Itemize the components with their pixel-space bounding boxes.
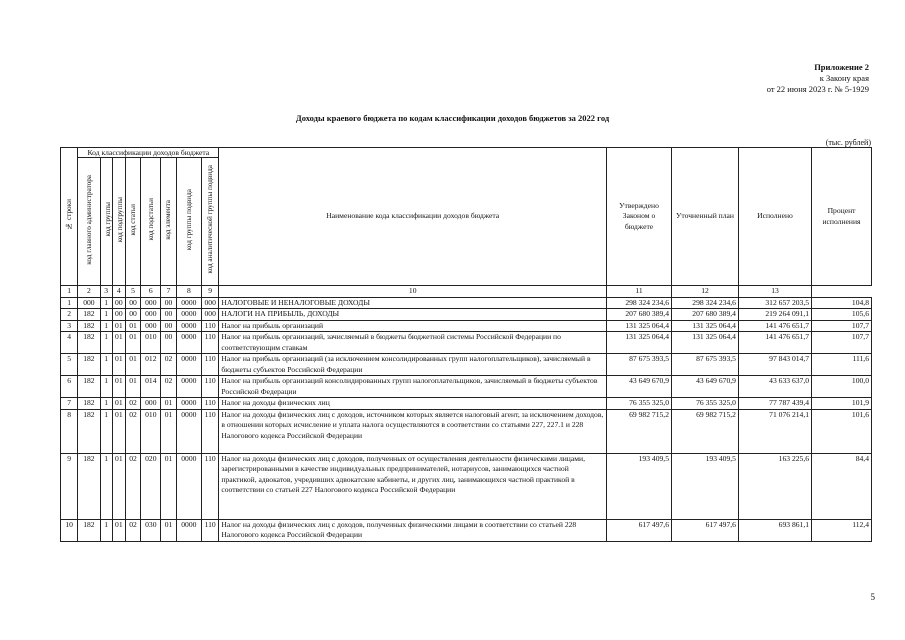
subtype-group-code-cell: 0000 — [176, 409, 201, 453]
admin-code-cell: 182 — [78, 309, 100, 321]
refined-cell: 131 325 064,4 — [672, 320, 739, 332]
article-code-cell: 01 — [125, 376, 140, 398]
executed-cell: 141 476 651,7 — [738, 332, 811, 354]
group-code-cell: 1 — [100, 453, 112, 519]
table-row — [61, 332, 872, 354]
units-label: (тыс. рублей) — [825, 138, 871, 147]
article-code-cell: 01 — [125, 332, 140, 354]
article-code-cell: 01 — [125, 320, 140, 332]
executed-cell: 219 264 091,1 — [738, 309, 811, 321]
page-title: Доходы краевого бюджета по кодам классификации доходов бюджетов за 2022 год — [295, 113, 610, 123]
subgroup-code-cell: 01 — [112, 453, 125, 519]
name-cell: Налог на доходы физических лиц — [219, 398, 607, 410]
subarticle-code-cell: 010 — [141, 332, 161, 354]
name-cell: Налог на прибыль организаций консолидированных групп налогоплательщиков, зачисляемый в бюджеты субъектов Российской Федерации — [219, 376, 607, 398]
subgroup-code-cell: 01 — [112, 376, 125, 398]
group-code-cell: 1 — [100, 297, 112, 309]
refined-cell: 87 675 393,5 — [672, 354, 739, 376]
page-number: 5 — [870, 592, 875, 602]
subgroup-code-cell: 01 — [112, 320, 125, 332]
column-number-row — [61, 286, 872, 298]
name-cell: Налог на доходы физических лиц с доходов, полученных от осуществления деятельности физическими лицами, зарегистрированными в качестве индивидуальных предпринимателей, нотариусов, занимающихся частной практикой, адвокатов, учредивших адвокатские кабинеты, и других лиц, занимающихся частной практикой в соответствии со статьей 227 Налогового кодекса Российской Федерации — [219, 453, 607, 519]
subarticle-code-cell: 020 — [141, 453, 161, 519]
col-number: 5 — [125, 286, 140, 298]
table-row — [61, 453, 872, 519]
approved-cell: 617 497,6 — [607, 519, 672, 541]
element-code-cell: 01 — [161, 409, 176, 453]
col-subarticle: код подстатьи — [141, 158, 161, 286]
revenue-table — [60, 147, 872, 542]
subarticle-code-cell: 014 — [141, 376, 161, 398]
row-number-cell: 1 — [61, 297, 78, 309]
col-percent: Процент исполнения — [812, 148, 872, 286]
article-code-cell: 02 — [125, 453, 140, 519]
element-code-cell: 01 — [161, 398, 176, 410]
admin-code-cell: 182 — [78, 320, 100, 332]
admin-code-cell: 182 — [78, 354, 100, 376]
executed-cell: 77 787 439,4 — [738, 398, 811, 410]
appendix-label: Приложение 2 — [814, 62, 869, 72]
group-code-cell: 1 — [100, 376, 112, 398]
subarticle-code-cell: 000 — [141, 320, 161, 332]
name-cell: Налог на доходы физических лиц с доходов, источником которых является налоговый агент, за исключением доходов, в отношении которых исчисление и уплата налога осуществляются в соответствии со статьями 227, 227.1 и 228 Налогового кодекса Российской Федерации — [219, 409, 607, 453]
col-row-no: № строки — [61, 148, 78, 286]
col-number: 1 — [61, 286, 78, 298]
col-approved: Утверждено Законом о бюджете — [607, 148, 672, 286]
col-article: код статьи — [125, 158, 140, 286]
col-number: 9 — [202, 286, 219, 298]
percent-cell: 104,8 — [812, 297, 872, 309]
refined-cell: 69 982 715,2 — [672, 409, 739, 453]
refined-cell: 617 497,6 — [672, 519, 739, 541]
col-number: 3 — [100, 286, 112, 298]
analytic-group-code-cell: 110 — [202, 453, 219, 519]
subtype-group-code-cell: 0000 — [176, 376, 201, 398]
percent-cell: 107,7 — [812, 320, 872, 332]
analytic-group-code-cell: 110 — [202, 320, 219, 332]
row-number-cell: 4 — [61, 332, 78, 354]
analytic-group-code-cell: 110 — [202, 354, 219, 376]
col-subgroup: код подгруппы — [112, 158, 125, 286]
admin-code-cell: 182 — [78, 376, 100, 398]
refined-cell: 43 649 670,9 — [672, 376, 739, 398]
col-number: 7 — [161, 286, 176, 298]
executed-cell: 163 225,6 — [738, 453, 811, 519]
executed-cell: 97 843 014,7 — [738, 354, 811, 376]
refined-cell: 207 680 389,4 — [672, 309, 739, 321]
name-cell: Налог на доходы физических лиц с доходов, полученных физическими лицами в соответствии со статьей 228 Налогового кодекса Российской Федерации — [219, 519, 607, 541]
subtype-group-code-cell: 0000 — [176, 519, 201, 541]
article-code-cell: 00 — [125, 309, 140, 321]
article-code-cell: 00 — [125, 297, 140, 309]
col-admin: код главного администратора — [78, 158, 100, 286]
analytic-group-code-cell: 000 — [202, 297, 219, 309]
subtype-group-code-cell: 0000 — [176, 398, 201, 410]
table-row — [61, 354, 872, 376]
table-row — [61, 297, 872, 309]
refined-cell: 193 409,5 — [672, 453, 739, 519]
percent-cell: 84,4 — [812, 453, 872, 519]
col-subtype-group: код группы подвида — [176, 158, 201, 286]
analytic-group-code-cell: 110 — [202, 519, 219, 541]
table-row — [61, 320, 872, 332]
analytic-group-code-cell: 110 — [202, 332, 219, 354]
percent-cell: 101,6 — [812, 409, 872, 453]
subgroup-code-cell: 01 — [112, 519, 125, 541]
law-date: от 22 июня 2023 г. № 5-1929 — [766, 84, 869, 94]
element-code-cell: 01 — [161, 453, 176, 519]
article-code-cell: 02 — [125, 398, 140, 410]
group-code-cell: 1 — [100, 332, 112, 354]
row-number-cell: 9 — [61, 453, 78, 519]
article-code-cell: 02 — [125, 519, 140, 541]
col-group: код группы — [100, 158, 112, 286]
subtype-group-code-cell: 0000 — [176, 309, 201, 321]
col-number: 8 — [176, 286, 201, 298]
group-code-cell: 1 — [100, 519, 112, 541]
name-cell: НАЛОГИ НА ПРИБЫЛЬ, ДОХОДЫ — [219, 309, 607, 321]
table-row — [61, 398, 872, 410]
admin-code-cell: 182 — [78, 398, 100, 410]
col-analytic-group: код аналитической группы подвида — [202, 158, 219, 286]
refined-cell: 76 355 325,0 — [672, 398, 739, 410]
approved-cell: 207 680 389,4 — [607, 309, 672, 321]
element-code-cell: 00 — [161, 332, 176, 354]
table-row — [61, 309, 872, 321]
row-number-cell: 10 — [61, 519, 78, 541]
admin-code-cell: 182 — [78, 453, 100, 519]
col-refined: Уточненный план — [672, 148, 739, 286]
approved-cell: 298 324 234,6 — [607, 297, 672, 309]
approved-cell: 87 675 393,5 — [607, 354, 672, 376]
name-cell: Налог на прибыль организаций, зачисляемый в бюджеты бюджетной системы Российской Федерации по соответствующим ставкам — [219, 332, 607, 354]
subtype-group-code-cell: 0000 — [176, 453, 201, 519]
table-row — [61, 409, 872, 453]
col-number: 13 — [738, 286, 811, 298]
subgroup-code-cell: 00 — [112, 309, 125, 321]
element-code-cell: 00 — [161, 297, 176, 309]
admin-code-cell: 000 — [78, 297, 100, 309]
approved-cell: 69 982 715,2 — [607, 409, 672, 453]
percent-cell: 105,6 — [812, 309, 872, 321]
row-number-cell: 5 — [61, 354, 78, 376]
analytic-group-code-cell: 110 — [202, 409, 219, 453]
subarticle-code-cell: 000 — [141, 309, 161, 321]
element-code-cell: 02 — [161, 354, 176, 376]
approved-cell: 43 649 670,9 — [607, 376, 672, 398]
refined-cell: 131 325 064,4 — [672, 332, 739, 354]
executed-cell: 141 476 651,7 — [738, 320, 811, 332]
group-code-cell: 1 — [100, 354, 112, 376]
table-row — [61, 376, 872, 398]
law-reference: к Закону края — [819, 73, 869, 83]
row-number-cell: 6 — [61, 376, 78, 398]
row-number-cell: 2 — [61, 309, 78, 321]
percent-cell: 107,7 — [812, 332, 872, 354]
approved-cell: 76 355 325,0 — [607, 398, 672, 410]
analytic-group-code-cell: 000 — [202, 309, 219, 321]
executed-cell: 312 657 203,5 — [738, 297, 811, 309]
subarticle-code-cell: 000 — [141, 398, 161, 410]
subgroup-code-cell: 01 — [112, 398, 125, 410]
analytic-group-code-cell: 110 — [202, 398, 219, 410]
refined-cell: 298 324 234,6 — [672, 297, 739, 309]
executed-cell: 693 861,1 — [738, 519, 811, 541]
table-row — [61, 519, 872, 541]
col-executed: Исполнено — [738, 148, 811, 286]
subarticle-code-cell: 010 — [141, 409, 161, 453]
approved-cell: 131 325 064,4 — [607, 320, 672, 332]
name-cell: НАЛОГОВЫЕ И НЕНАЛОГОВЫЕ ДОХОДЫ — [219, 297, 607, 309]
approved-cell: 131 325 064,4 — [607, 332, 672, 354]
analytic-group-code-cell: 110 — [202, 376, 219, 398]
approved-cell: 193 409,5 — [607, 453, 672, 519]
group-code-cell: 1 — [100, 398, 112, 410]
code-group-header: Код классификации доходов бюджета — [78, 148, 219, 158]
col-number: 6 — [141, 286, 161, 298]
percent-cell: 112,4 — [812, 519, 872, 541]
group-code-cell: 1 — [100, 309, 112, 321]
col-number: 4 — [112, 286, 125, 298]
group-code-cell: 1 — [100, 320, 112, 332]
subarticle-code-cell: 030 — [141, 519, 161, 541]
subtype-group-code-cell: 0000 — [176, 297, 201, 309]
admin-code-cell: 182 — [78, 519, 100, 541]
element-code-cell: 02 — [161, 376, 176, 398]
element-code-cell: 00 — [161, 320, 176, 332]
element-code-cell: 01 — [161, 519, 176, 541]
subgroup-code-cell: 00 — [112, 297, 125, 309]
row-number-cell: 3 — [61, 320, 78, 332]
article-code-cell: 01 — [125, 354, 140, 376]
subgroup-code-cell: 01 — [112, 409, 125, 453]
subgroup-code-cell: 01 — [112, 354, 125, 376]
percent-cell: 100,0 — [812, 376, 872, 398]
executed-cell: 43 633 637,0 — [738, 376, 811, 398]
percent-cell: 101,9 — [812, 398, 872, 410]
admin-code-cell: 182 — [78, 409, 100, 453]
col-element: код элемента — [161, 158, 176, 286]
article-code-cell: 02 — [125, 409, 140, 453]
col-name: Наименование кода классификации доходов бюджета — [219, 148, 607, 286]
col-number: 11 — [607, 286, 672, 298]
admin-code-cell: 182 — [78, 332, 100, 354]
row-number-cell: 7 — [61, 398, 78, 410]
row-number-cell: 8 — [61, 409, 78, 453]
table-body — [61, 297, 872, 541]
subtype-group-code-cell: 0000 — [176, 332, 201, 354]
executed-cell: 71 076 214,1 — [738, 409, 811, 453]
group-code-cell: 1 — [100, 409, 112, 453]
col-number: 2 — [78, 286, 100, 298]
subgroup-code-cell: 01 — [112, 332, 125, 354]
subarticle-code-cell: 012 — [141, 354, 161, 376]
subtype-group-code-cell: 0000 — [176, 354, 201, 376]
element-code-cell: 00 — [161, 309, 176, 321]
subarticle-code-cell: 000 — [141, 297, 161, 309]
subtype-group-code-cell: 0000 — [176, 320, 201, 332]
col-number: 10 — [219, 286, 607, 298]
name-cell: Налог на прибыль организаций — [219, 320, 607, 332]
percent-cell: 111,6 — [812, 354, 872, 376]
col-number: 12 — [672, 286, 739, 298]
name-cell: Налог на прибыль организаций (за исключением консолидированных групп налогоплательщиков), зачисляемый в бюджеты субъектов Российской Федерации — [219, 354, 607, 376]
